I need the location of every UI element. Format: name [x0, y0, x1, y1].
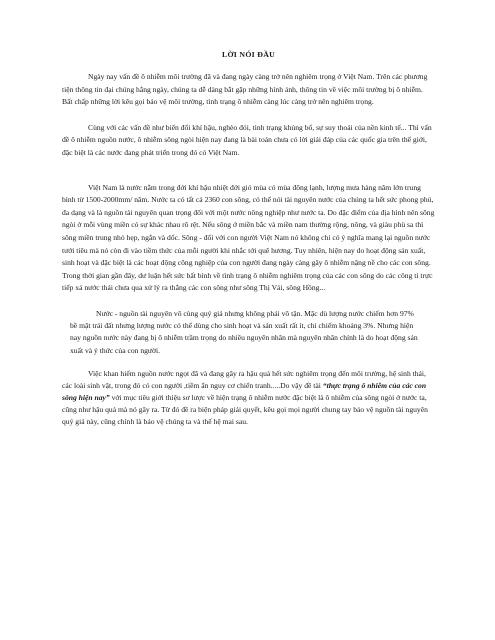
paragraph-water-resource: Nước - nguồn tài nguyên vô cùng quý giá nhưng không phải vô tận. Mặc dù lượng nước chiếm hơn 97% bề mặt trái đất nhưng lượng nước có thể dùng cho sinh hoạt và sản xuất rất ít, chỉ chiếm khoảng 3%. Nhưng hiện nay nguồn nước này đang bị ô nhiễm trầm trọng do nhiều nguyên nhân mà nguyên nhân chính là do hoạt động sản xuất và ý thức của con người.: [70, 308, 418, 355]
document-title: LỜI NÓI ĐẦU: [221, 50, 276, 59]
conclusion-text-before: Việc khan hiếm nguồn nước ngọt đã và đang gây ra hậu quả hết sức nghiêm trọng đến môi trường, hệ sinh thái, các loài sinh vật, trong đó có con người ,tiềm ẩn nguy cơ chiến tranh.....Do vậy đề tài: [62, 368, 426, 390]
paragraph-intro: Ngày nay vấn đề ô nhiễm môi trường đã và đang ngày càng trở nên nghiêm trọng ở Việt Nam. Trên các phương tiện thông tin đại chúng hằng ngày, chúng ta dễ dàng bắt gặp những hình ảnh, thông tin về việc môi trường bị ô nhiễm. Bất chấp những lời kêu gọi bảo vệ môi trường, tình trạng ô nhiễm càng lúc càng trở nên nghiêm trọng.: [62, 72, 428, 107]
topic-title-emphasis: “thực trạng ô nhiễm của các con sông hiện nay”: [62, 380, 427, 402]
conclusion-text-after: với mục tiêu giới thiệu sơ lược về hiện trạng ô nhiễm nước đặc biệt là ô nhiễm của sông ngòi ở nước ta, cũng như hậu quả mà nó gây ra. Từ đó đề ra biện pháp giải quyết, kêu gọi mọi người chung tay bảo vệ nguồn tài nguyên quý giá này, cũng chính là bảo vệ chúng ta và thế hệ mai sau.: [62, 392, 428, 426]
paragraph-conclusion: [62, 368, 435, 428]
paragraph-vietnam-rivers: Việt Nam là nước nằm trong đới khí hậu nhiệt đới gió mùa có mùa đông lạnh, lượng mưa hàng năm lớn trung bình từ 1500-2000mm/ năm. Nước ta có tất cả 2360 con sông, có thể nói tài nguyên nước của chúng ta hết sức phong phú, đa dạng và là nguồn tài nguyên quan trọng đối với một nước nông nghiệp như nước ta. Do đặc điểm của địa hình nên sông ngòi ở mỗi vùng miền có sự khác nhau rõ rệt. Nếu sông ở miền bắc và miền nam thường rộng, nông, và giàu phù sa thì sông miền trung nhỏ hẹp, ngắn và dốc. Sông - đối với con người Việt Nam nó không chỉ có ý nghĩa mang lại nguồn nước tưới tiêu mà nó còn đi vào tiềm thức của mỗi người khi nhắc tới quê hương. Tuy nhiên, hiện nay do hoạt động sản xuất, sinh hoạt và đặc biệt là các hoạt động công nghiệp của con người đang ngày càng gây ô nhiễm nặng nề cho các con sông. Trong thời gian gần đây, dư luận hết sức bất bình về tình trạng ô nhiễm nghiêm trọng của các con sông do các công ti trực tiếp xả nước thải chưa qua xử lý ra thẳng các con sông như sông Thị Vải, sông Hồng...: [62, 182, 435, 293]
paragraph-global-issues: Cùng với các vấn đề như biến đổi khí hậu, nghèo đói, tình trạng khủng bố, sự suy thoái của nền kinh tế... Thì vấn đề ô nhiễm nguồn nước, ô nhiễm sông ngòi hiện nay đang là bài toán chưa có lời giải đáp của các quốc gia trên thế giới, đặc biệt là các nước đang phát triển trong đó có Việt Nam.: [62, 122, 432, 157]
